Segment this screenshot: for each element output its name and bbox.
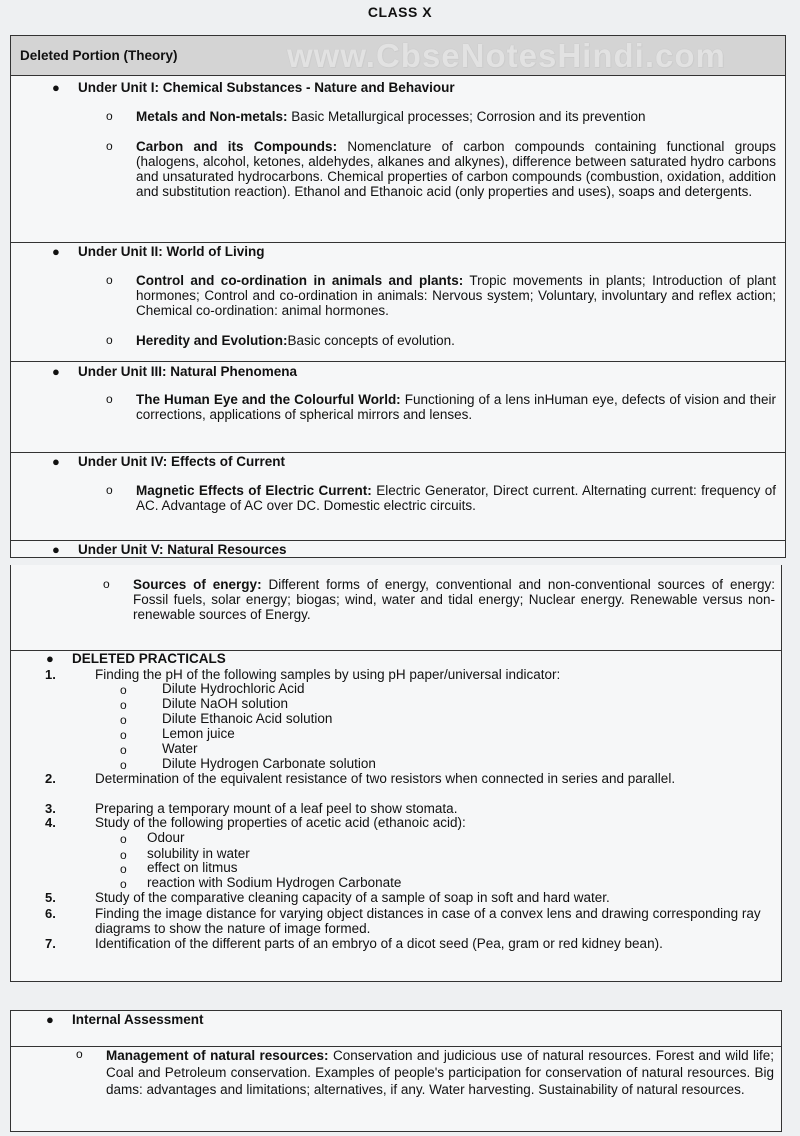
bullet: ● [52,542,60,557]
sub-item-text: solubility in water [147,846,250,861]
bullet: ● [52,454,60,469]
practical-number: 1. [45,667,56,682]
item-text: Different forms of energy, conventional and non-conventional sources of energy: Fossil fuels, solar energy; biogas; wind, water and tidal energy; Nuclear energy. Renewable versus non-renewable sources of Energy. [133,577,775,622]
circle-bullet: o [106,392,113,406]
circle-bullet: o [106,273,113,287]
practical-text: Finding the pH of the following samples by using pH paper/universal indicator: [95,667,561,682]
list-item [103,577,775,637]
page-title: CLASS X [367,4,433,20]
list-item [76,1047,776,1127]
practical-text: Study of the following properties of acetic acid (ethanoic acid): [95,815,466,830]
item-head: Management of natural resources: [106,1048,329,1063]
item-head: Metals and Non-metals: [136,109,288,124]
bullet: ● [52,80,60,95]
list-item [106,483,776,528]
item-text: Nomenclature of carbon compounds containing functional groups (halogens, alcohol, ketones, aldehydes, alkanes and alkynes), difference between saturated hydro carbons and unsaturated hydrocarbons. Chemical properties of carbon compounds (combustion, oxidation, addition and substitution reaction). Ethanol and Ethanoic acid (only properties and uses), soaps and detergents. [136,139,776,199]
circle-bullet: o [120,713,127,727]
header-label: Deleted Portion (Theory) [20,48,178,63]
item-text: Conservation and judicious use of natural resources. Forest and wild life; Coal and Petroleum conservation. Examples of people's participation for conservation of natural resources. Big dams: advantages and limitations; alternatives, if any. Water harvesting. Sustainability of natural resources. [106,1048,774,1097]
unit-title: Under Unit IV: Effects of Current [78,454,286,469]
practicals-title: DELETED PRACTICALS [72,651,226,666]
list-item [106,273,776,333]
deleted-theory-header [10,35,786,76]
sub-item-text: Odour [147,830,185,845]
sub-item-text: Dilute NaOH solution [162,696,289,711]
practical-number: 3. [45,801,56,816]
item-head: Carbon and its Compounds: [136,139,338,154]
practical-number: 7. [45,936,56,951]
circle-bullet: o [103,577,110,591]
practical-text: Determination of the equivalent resistance of two resistors when connected in series and parallel. [95,771,676,786]
unit-title: Under Unit II: World of Living [78,244,265,259]
item-head: Magnetic Effects of Electric Current: [136,483,372,498]
sub-item-text: effect on litmus [147,860,238,875]
circle-bullet: o [106,109,113,123]
circle-bullet: o [120,683,127,697]
circle-bullet: o [120,848,127,862]
bullet: ● [46,651,54,666]
circle-bullet: o [120,877,127,891]
practical-number: 2. [45,771,56,786]
circle-bullet: o [120,743,127,757]
item-head: Sources of energy: [133,577,262,592]
sub-item-text: Dilute Hydrochloric Acid [162,681,305,696]
unit-title: Under Unit V: Natural Resources [78,542,287,557]
circle-bullet: o [120,698,127,712]
item-text: Basic Metallurgical processes; Corrosion and its prevention [291,109,646,124]
circle-bullet: o [106,483,113,497]
practical-text: Finding the image distance for varying object distances in case of a convex lens and drawing corresponding ray diagrams to show the nature of image formed. [95,906,761,936]
list-item [106,109,776,139]
sub-item-text: Dilute Ethanoic Acid solution [162,711,333,726]
sub-item-text: Water [162,741,198,756]
list-item [106,333,776,348]
item-text: Tropic movements in plants; Introduction of plant hormones; Control and co-ordination in animals: Nervous system; Voluntary, involuntary and reflex action; Chemical co-ordination: animal hormones. [136,273,776,318]
item-text: Functioning of a lens inHuman eye, defects of vision and their corrections, applications of spherical mirrors and lenses. [136,392,776,422]
unit-title: Under Unit III: Natural Phenomena [78,364,298,379]
watermark: www.CbseNotesHindi.com [287,37,726,74]
internal-title: Internal Assessment [72,1012,204,1027]
practical-number: 5. [45,890,56,905]
practicals-heading [46,651,226,666]
circle-bullet: o [120,832,127,846]
unit-title: Under Unit I: Chemical Substances - Nature and Behaviour [78,80,455,95]
circle-bullet: o [76,1047,83,1061]
practical-number: 4. [45,815,56,830]
circle-bullet: o [120,862,127,876]
list-item [106,139,776,229]
bullet: ● [52,364,60,379]
circle-bullet: o [120,758,127,772]
practical-text: Identification of the different parts of an embryo of a dicot seed (Pea, gram or red kidney bean). [95,936,663,951]
item-text: Basic concepts of evolution. [287,333,455,348]
item-head: Heredity and Evolution: [136,333,288,348]
sub-item-text: reaction with Sodium Hydrogen Carbonate [147,875,402,890]
circle-bullet: o [106,139,113,153]
practical-number: 6. [45,906,56,921]
unit-heading [52,244,264,259]
bullet: ● [46,1012,54,1027]
unit-heading [52,454,285,469]
unit-heading [52,542,287,557]
item-text: Electric Generator, Direct current. Alternating current: frequency of AC. Advantage of AC over DC. Domestic electric circuits. [136,483,776,513]
item-head: The Human Eye and the Colourful World: [136,392,401,407]
sub-item-text: Dilute Hydrogen Carbonate solution [162,756,376,771]
circle-bullet: o [120,728,127,742]
unit-heading [52,80,455,95]
item-head: Control and co-ordination in animals and plants: [136,273,464,288]
bullet: ● [52,244,60,259]
sub-item-text: Lemon juice [162,726,235,741]
list-item [106,392,776,437]
internal-heading [46,1012,204,1027]
unit-heading [52,364,297,379]
practical-text: Preparing a temporary mount of a leaf peel to show stomata. [95,801,458,816]
circle-bullet: o [106,333,113,347]
practical-text: Study of the comparative cleaning capacity of a sample of soap in soft and hard water. [95,890,610,905]
